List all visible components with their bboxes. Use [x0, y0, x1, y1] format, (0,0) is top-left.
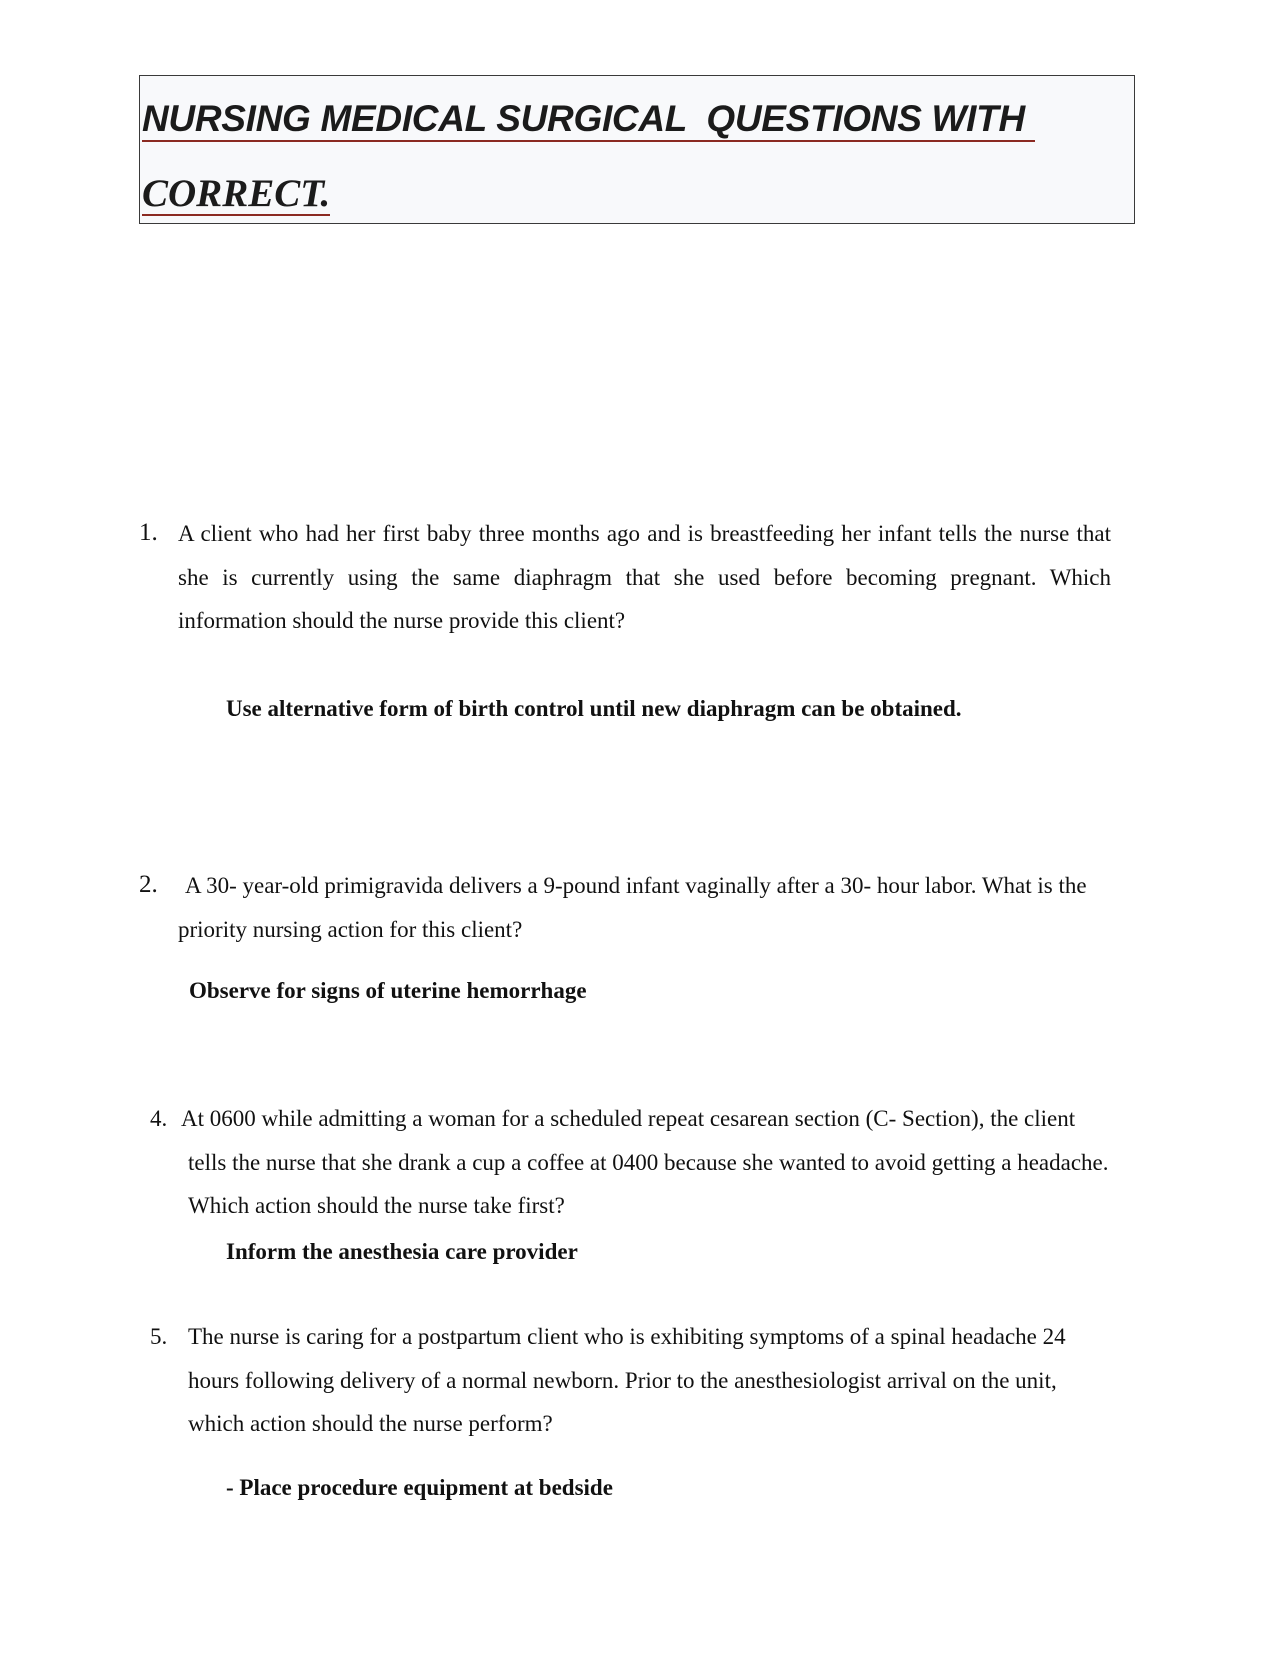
question-4-text: At 0600 while admitting a woman for a scheduled repeat cesarean section (C- Section), the client tells the nurse that she drank a cup a coffee at 0400 because she wanted to avoid getting a headache. Which action should the nurse take first?: [181, 1106, 1109, 1218]
question-2-answer: Observe for signs of uterine hemorrhage: [189, 978, 587, 1003]
question-4-answer: Inform the anesthesia care provider: [226, 1239, 578, 1264]
question-1-text: A client who had her first baby three months ago and is breastfeeding her infant tells the nurse that she is currently using the same diaphragm that she used before becoming pregnant. Which information should the nurse provide this client?: [178, 521, 1111, 633]
document-title-box: [139, 75, 1135, 224]
question-5-number: 5.: [150, 1324, 168, 1349]
question-5-text: The nurse is caring for a postpartum client who is exhibiting symptoms of a spinal headache 24 hours following delivery of a normal newborn. Prior to the anesthesiologist arrival on the unit, which action should the nurse perform?: [188, 1324, 1066, 1436]
question-5-answer: - Place procedure equipment at bedside: [226, 1475, 613, 1500]
question-2-text: A 30- year-old primigravida delivers a 9-pound infant vaginally after a 30- hour labor. What is the priority nursing action for this client?: [178, 873, 1087, 942]
question-1-answer: Use alternative form of birth control until new diaphragm can be obtained.: [226, 696, 962, 721]
question-4-number: 4.: [150, 1106, 168, 1131]
document-title-line-2: CORRECT.: [142, 172, 331, 215]
question-2-number: 2.: [139, 871, 158, 898]
document-title-line-1: NURSING MEDICAL SURGICAL QUESTIONS WITH: [142, 100, 1035, 142]
question-1-number: 1.: [139, 519, 158, 546]
